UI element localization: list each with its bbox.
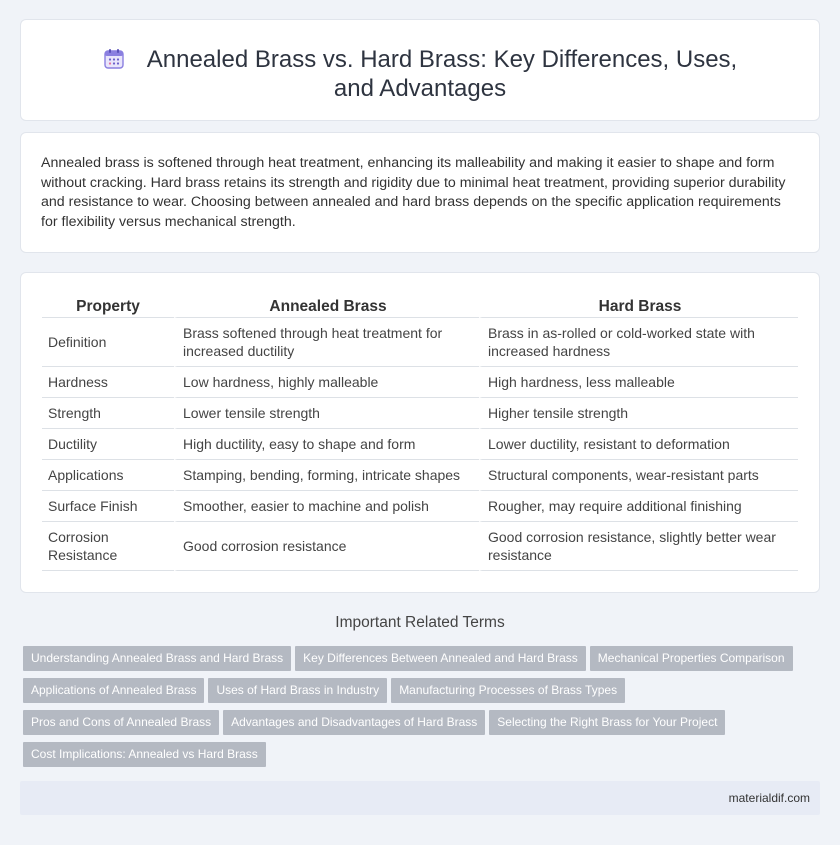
table-cell-property: Surface Finish (42, 491, 174, 522)
table-row (42, 491, 798, 522)
related-term-tag[interactable]: Cost Implications: Annealed vs Hard Brass (23, 742, 266, 767)
header-card (20, 19, 820, 121)
footer (20, 781, 820, 815)
footer-site-link[interactable]: materialdif.com (728, 791, 810, 805)
table-row (42, 429, 798, 460)
table-cell-hard: Lower ductility, resistant to deformation (479, 429, 798, 460)
table-cell-property: Corrosion Resistance (42, 522, 174, 571)
table-cell-property: Ductility (42, 429, 174, 460)
related-term-tag[interactable]: Understanding Annealed Brass and Hard Brass (23, 646, 291, 671)
table-cell-annealed: Good corrosion resistance (174, 522, 479, 571)
table-cell-annealed: High ductility, easy to shape and form (174, 429, 479, 460)
table-cell-hard: Higher tensile strength (479, 398, 798, 429)
table-cell-annealed: Brass softened through heat treatment for increased ductility (174, 318, 479, 367)
table-cell-hard: Structural components, wear-resistant parts (479, 460, 798, 491)
related-term-tag[interactable]: Uses of Hard Brass in Industry (208, 678, 387, 703)
related-terms-list (23, 646, 823, 774)
table-cell-property: Hardness (42, 367, 174, 398)
page-title-text: Annealed Brass vs. Hard Brass: Key Differences, Uses, and Advantages (146, 46, 738, 102)
table-cell-hard: High hardness, less malleable (479, 367, 798, 398)
related-terms-heading: Important Related Terms (335, 614, 505, 631)
related-term-tag[interactable]: Applications of Annealed Brass (23, 678, 204, 703)
table-header-row (42, 297, 798, 318)
table-cell-annealed: Stamping, bending, forming, intricate shapes (174, 460, 479, 491)
table-row (42, 460, 798, 491)
related-term-tag[interactable]: Manufacturing Processes of Brass Types (391, 678, 625, 703)
table-cell-hard: Brass in as-rolled or cold-worked state with increased hardness (479, 318, 798, 367)
table-cell-annealed: Smoother, easier to machine and polish (174, 491, 479, 522)
table-cell-property: Strength (42, 398, 174, 429)
table-row (42, 318, 798, 367)
related-term-tag[interactable]: Mechanical Properties Comparison (590, 646, 793, 671)
page-title (80, 45, 760, 103)
table-cell-hard: Good corrosion resistance, slightly better wear resistance (479, 522, 798, 571)
column-header-annealed-brass: Annealed Brass (174, 297, 479, 318)
intro-paragraph: Annealed brass is softened through heat treatment, enhancing its malleability and making it easier to shape and form without cracking. Hard brass retains its strength and rigidity due to minimal heat treatment, providing superior durability and resistance to wear. Choosing between annealed and hard brass depends on the specific application requirements for flexibility versus mechanical strength. (41, 155, 786, 230)
table-cell-annealed: Lower tensile strength (174, 398, 479, 429)
table-row (42, 522, 798, 571)
intro-card (20, 132, 820, 253)
table-cell-hard: Rougher, may require additional finishing (479, 491, 798, 522)
calendar-grid-icon (103, 48, 125, 70)
table-cell-annealed: Low hardness, highly malleable (174, 367, 479, 398)
related-term-tag[interactable]: Advantages and Disadvantages of Hard Brass (223, 710, 485, 735)
related-term-tag[interactable]: Key Differences Between Annealed and Hard Brass (295, 646, 586, 671)
table-row (42, 398, 798, 429)
related-term-tag[interactable]: Selecting the Right Brass for Your Project (489, 710, 725, 735)
column-header-hard-brass: Hard Brass (479, 297, 798, 318)
comparison-table (42, 297, 798, 571)
table-cell-property: Applications (42, 460, 174, 491)
table-cell-property: Definition (42, 318, 174, 367)
column-header-property: Property (42, 297, 174, 318)
comparison-table-card (20, 272, 820, 593)
table-row (42, 367, 798, 398)
related-term-tag[interactable]: Pros and Cons of Annealed Brass (23, 710, 219, 735)
